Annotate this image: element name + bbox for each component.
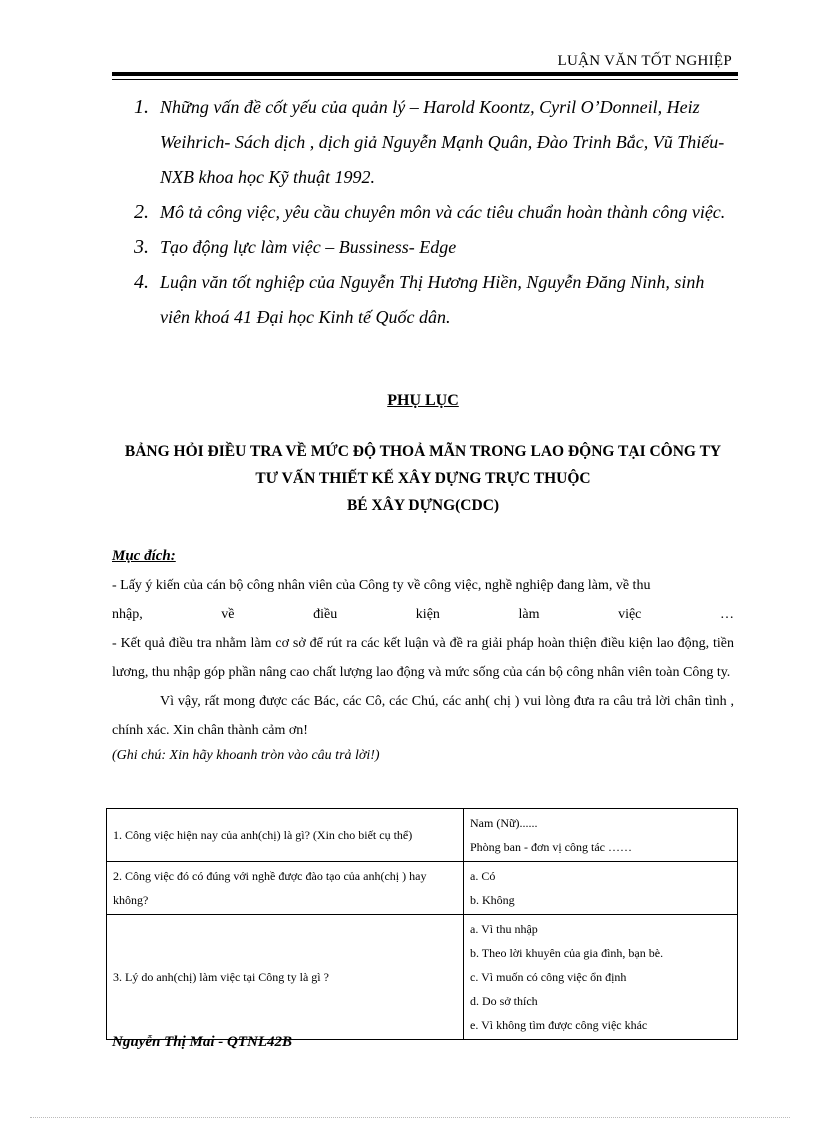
question-cell: 3. Lý do anh(chị) làm việc tại Công ty là gì ? [107, 915, 464, 1040]
answer-option: e. Vì không tìm được công việc khác [470, 1018, 648, 1032]
question-cell: 2. Công việc đó có đúng với nghề được đào tạo của anh(chị ) hay không? [107, 862, 464, 915]
purpose-paragraph-line: nhập, về điều kiện làm việc … [112, 607, 734, 622]
page-header [112, 50, 732, 74]
reference-number: 1. [134, 96, 149, 118]
answer-option: a. Có [470, 869, 496, 883]
header-rule-thick [112, 72, 738, 76]
reference-item [112, 230, 734, 265]
reference-text: Luận văn tốt nghiệp của Nguyễn Thị Hương Hiền, Nguyễn Đăng Ninh, sinh viên khoá 41 Đại học Kinh tế Quốc dân. [160, 272, 705, 327]
note-text: (Ghi chú: Xin hãy khoanh tròn vào câu trả lời!) [112, 748, 380, 763]
purpose-paragraph: - Kết quả điều tra nhằm làm cơ sở để rút ra các kết luận và đề ra giải pháp hoàn thiện điều kiện lao động, tiền lương, thu nhập góp phần nâng cao chất lượng lao động và mức sống của cán bộ công nhân viên toàn Công ty. [112, 636, 734, 680]
table-row [107, 915, 738, 1040]
survey-table [106, 808, 738, 1040]
question-cell: 1. Công việc hiện nay của anh(chị) là gì? (Xin cho biết cụ thể) [107, 809, 464, 862]
reference-list [112, 90, 734, 335]
answer-cell [464, 809, 738, 862]
reference-item [112, 90, 734, 195]
answer-option: b. Theo lời khuyên của gia đình, bạn bè. [470, 946, 664, 960]
survey-title-line: TƯ VẤN THIẾT KẾ XÂY DỰNG TRỰC THUỘC [255, 470, 591, 487]
reference-item [112, 195, 734, 230]
table-row [107, 862, 738, 915]
purpose-heading: Mục đích: [112, 548, 176, 564]
reference-number: 4. [134, 271, 149, 293]
answer-option: b. Không [470, 893, 515, 907]
page-bottom-divider [30, 1117, 790, 1118]
answer-cell [464, 915, 738, 1040]
header-title: LUẬN VĂN TỐT NGHIỆP [557, 53, 732, 69]
answer-option: c. Vì muốn có công việc ổn định [470, 970, 627, 984]
survey-title-line: BẢNG HỎI ĐIỀU TRA VỀ MỨC ĐỘ THOẢ MÃN TRONG LAO ĐỘNG TẠI CÔNG TY [124, 443, 722, 460]
answer-option: Phòng ban - đơn vị công tác …… [470, 840, 632, 854]
reference-number: 2. [134, 201, 149, 223]
request-paragraph: Vì vậy, rất mong được các Bác, các Cô, các Chú, các anh( chị ) vui lòng đưa ra câu trả lời chân tình , chính xác. Xin chân thành cảm ơn! [112, 694, 734, 738]
reference-text: Những vấn đề cốt yếu của quản lý – Harold Koontz, Cyril O’Donneil, Heiz Weihrich- Sách dịch , dịch giả Nguyễn Mạnh Quân, Đào Trinh Bắc, Vũ Thiếu- NXB khoa học Kỹ thuật 1992. [160, 97, 725, 187]
reference-text: Tạo động lực làm việc – Bussiness- Edge [160, 237, 457, 257]
purpose-paragraph: - Lấy ý kiến của cán bộ công nhân viên của Công ty về công việc, nghề nghiệp đang làm, về thu [112, 578, 651, 593]
reference-number: 3. [134, 236, 149, 258]
table-row [107, 809, 738, 862]
footer-author: Nguyễn Thị Mai - QTNL42B [112, 1034, 292, 1050]
answer-option: d. Do sở thích [470, 994, 538, 1008]
survey-title-line: BÉ XÂY DỰNG(CDC) [346, 497, 500, 514]
appendix-title: PHỤ LỤC [387, 392, 459, 409]
answer-option: Nam (Nữ)...... [470, 816, 538, 830]
survey-title [112, 438, 734, 519]
answer-cell [464, 862, 738, 915]
reference-text: Mô tả công việc, yêu cầu chuyên môn và các tiêu chuẩn hoàn thành công việc. [160, 202, 726, 222]
purpose-section [112, 542, 734, 767]
answer-option: a. Vì thu nhập [470, 922, 538, 936]
reference-item [112, 265, 734, 335]
header-rule-thin [112, 79, 738, 80]
